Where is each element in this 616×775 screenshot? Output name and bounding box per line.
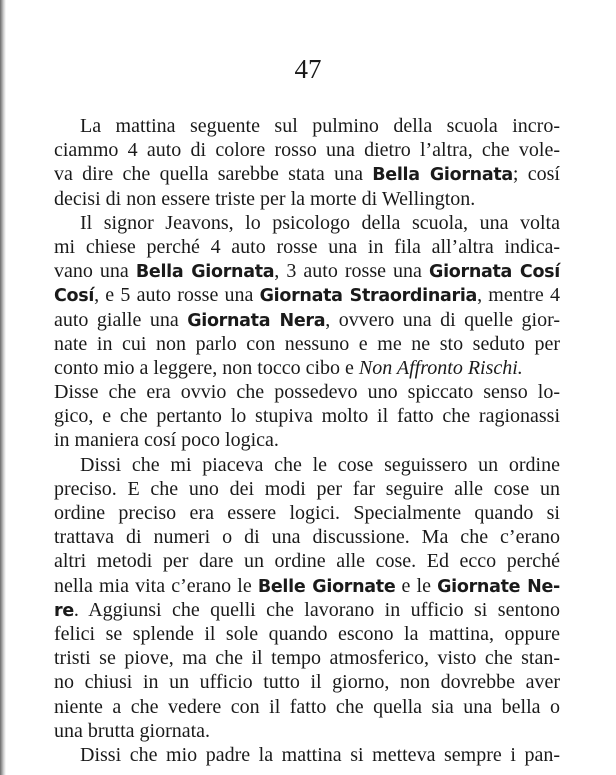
text-line [54, 477, 560, 501]
text-run: felici se splende il sole quando escono la mattina, oppure [54, 622, 560, 645]
text-run: conto mio a leggere, non tocco cibo e [54, 356, 359, 379]
bold-phrase: Belle Giornate [257, 576, 396, 597]
text-run: niente a che vedere con il fatto che quella sia una bella o [54, 695, 560, 718]
text-line [54, 719, 560, 743]
text-run: La mattina seguente sul pulmino della scuola incro- [80, 115, 560, 137]
text-line [54, 549, 560, 573]
text-run: mi chiese perché 4 auto rosse una in fila all’altra indica- [54, 235, 560, 258]
text-run: , mentre 4 [477, 284, 560, 307]
text-run: Dissi che mi piaceva che le cose seguissero un ordine [80, 453, 560, 476]
text-line [54, 162, 560, 186]
text-line [54, 501, 560, 525]
text-run: , e 5 auto rosse una [94, 284, 260, 307]
text-run: altri metodi per dare un ordine alle cose. Ed ecco perché [54, 550, 560, 573]
text-line [54, 670, 560, 694]
text-line [54, 187, 560, 211]
text-run: ; cosí [512, 163, 560, 186]
text-line [54, 380, 560, 404]
text-line [54, 695, 560, 719]
bold-phrase: re [54, 600, 74, 621]
text-line [54, 138, 560, 162]
text-line [54, 259, 560, 283]
text-line [54, 356, 560, 380]
italic-phrase: Non Affronto Rischi. [358, 356, 523, 379]
text-run: , ovvero una di quelle gior- [325, 308, 561, 331]
text-run: gico, e che pertanto lo stupiva molto il fatto che ragionassi [54, 405, 560, 428]
text-line [54, 428, 560, 452]
text-run: ordine preciso era essere logici. Specialmente quando si [54, 502, 560, 524]
text-run: in maniera cosí poco logica. [54, 429, 279, 452]
text-run: , 3 auto rosse una [274, 260, 429, 283]
text-run: Disse che era ovvio che possedevo uno spiccato senso lo- [54, 381, 560, 404]
text-line [54, 646, 560, 670]
text-line [54, 743, 560, 767]
text-run: Il signor Jeavons, lo psicologo della scuola, una volta [80, 211, 560, 234]
text-body [54, 114, 560, 767]
text-line [54, 404, 560, 428]
text-run: . Aggiunsi che quelli che lavorano in ufficio si sentono [73, 598, 560, 621]
bold-phrase: Giornata Cosí [429, 262, 560, 283]
bold-phrase: Bella Giornata [135, 262, 275, 283]
text-line [54, 453, 560, 477]
text-run: auto gialle una [54, 308, 188, 331]
text-run: trattava di numeri o di una discussione. Ma che c’erano [54, 526, 560, 549]
text-line [54, 574, 560, 598]
page-binding-edge [0, 0, 6, 775]
text-line [54, 598, 560, 622]
page-number: 47 [294, 54, 322, 84]
text-run: decisi di non essere triste per la morte di Wellington. [54, 187, 476, 210]
text-line [54, 332, 560, 356]
text-run: no chiusi in un ufficio tutto il giorno, non dovrebbe aver [54, 671, 560, 694]
text-line [54, 525, 560, 549]
text-run: Dissi che mio padre la mattina si metteva sempre i pan- [80, 743, 560, 766]
text-line [54, 235, 560, 259]
text-run: una brutta giornata. [54, 719, 211, 742]
text-line [54, 622, 560, 646]
bold-phrase: Giornate Ne- [437, 576, 561, 597]
text-run: nella mia vita c’erano le [54, 574, 258, 597]
text-run: va dire che quella sarebbe stata una [54, 163, 373, 186]
text-run: nate in cui non parlo con nessuno e me ne sto seduto per [54, 332, 560, 355]
text-run: tristi se piove, ma che il tempo atmosferico, visto che stan- [54, 647, 560, 670]
bold-phrase: Bella Giornata [372, 165, 513, 186]
bold-phrase: Cosí [54, 286, 95, 307]
text-run: ciammo 4 auto di colore rosso una dietro l’altra, che vole- [54, 139, 560, 162]
bold-phrase: Giornata Straordinaria [259, 286, 478, 307]
text-line [54, 283, 560, 307]
text-line [54, 211, 560, 235]
text-run: e le [395, 574, 438, 597]
text-run: preciso. E che uno dei modi per far seguire alle cose un [54, 477, 560, 500]
bold-phrase: Giornata Nera [187, 310, 326, 331]
text-line [54, 308, 560, 332]
text-line [54, 114, 560, 138]
text-run: vano una [54, 260, 136, 283]
